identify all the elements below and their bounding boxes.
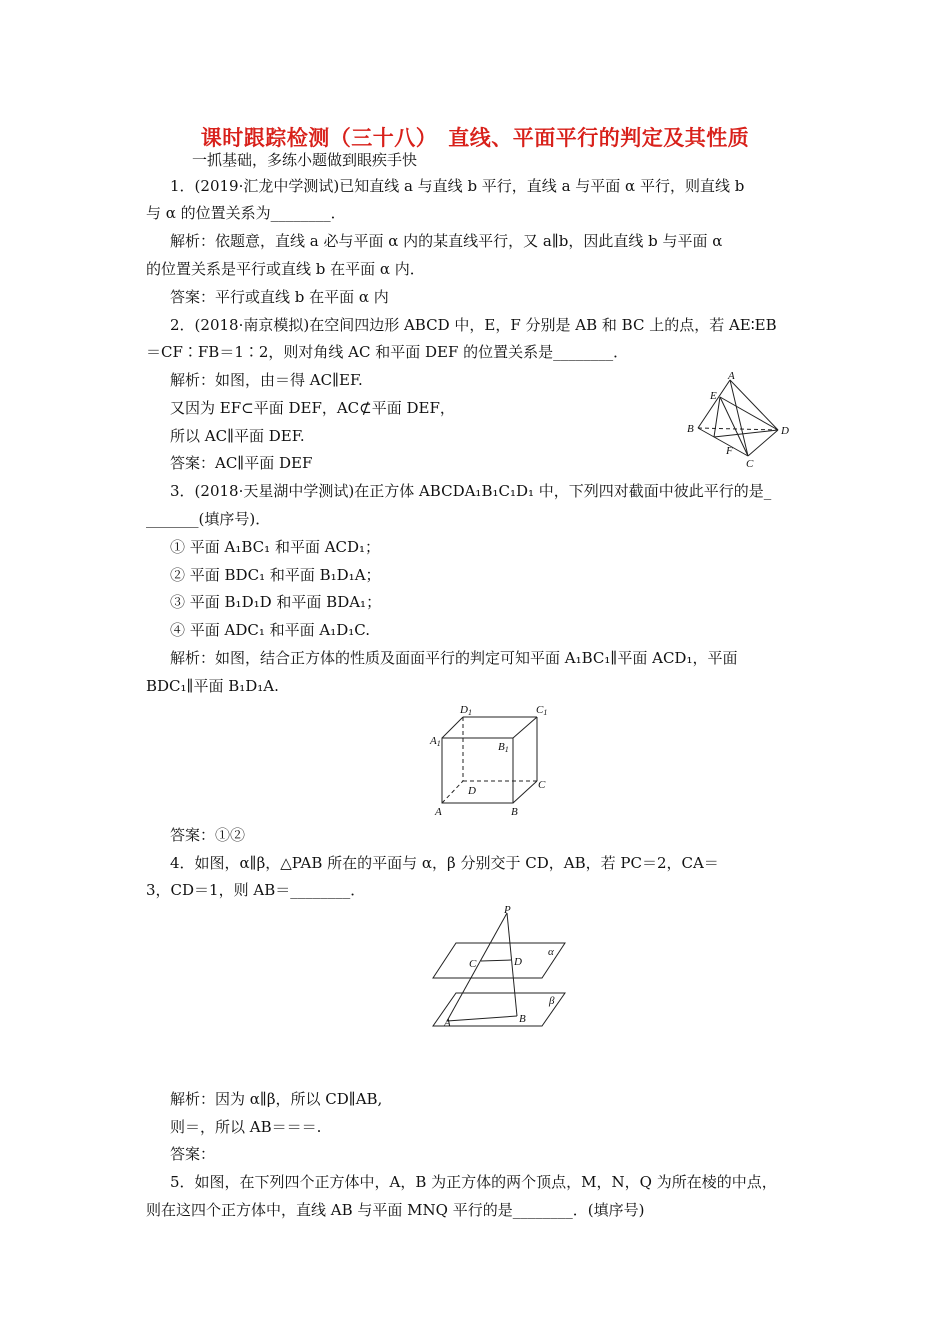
label-A: A [728,370,735,382]
text-line: 1．(2019·汇龙中学测试)已知直线 a 与直线 b 平行，直线 a 与平面 α 平行，则直线 b [170,177,745,195]
label-A: A [435,806,442,818]
text-line: 3．(2018·天星湖中学测试)在正方体 ABCDA₁B₁C₁D₁ 中，下列四对截面中彼此平行的是_ [170,482,772,500]
label-D1: D1 [460,704,472,717]
label-C: C [469,958,477,970]
label-B: B [687,423,694,435]
label-alpha: α [548,946,554,958]
text-line: 答案：平行或直线 b 在平面 α 内 [170,288,389,306]
text-line: 则在这四个正方体中，直线 AB 与平面 MNQ 平行的是________．(填序号) [146,1201,645,1219]
text-line: 又因为 EF⊂平面 DEF，AC⊄平面 DEF， [170,399,455,417]
text-line: 的位置关系是平行或直线 b 在平面 α 内． [146,260,425,278]
label-E: E [710,390,717,402]
text-line: _______(填序号)． [146,510,271,528]
text-line: ② 平面 BDC₁ 和平面 B₁D₁A； [170,566,381,584]
text-line: 答案：①② [170,826,246,844]
cube-figure [422,700,562,820]
text-line: 所以 AC∥平面 DEF. [170,427,305,445]
text-line: 解析：因为 α∥β，所以 CD∥AB, [170,1090,383,1108]
label-B1: B1 [498,741,509,754]
text-line: ④ 平面 ADC₁ 和平面 A₁D₁C. [170,621,371,639]
label-D: D [514,956,522,968]
text-line: 答案：AC∥平面 DEF [170,454,313,472]
text-line: 3，CD＝1，则 AB＝________． [146,881,366,899]
text-line: ① 平面 A₁BC₁ 和平面 ACD₁； [170,538,381,556]
page-title: 课时跟踪检测（三十八） 直线、平面平行的判定及其性质 [200,126,750,150]
label-C1: C1 [536,704,548,717]
label-F: F [726,445,733,457]
text-line: 解析：依题意，直线 a 必与平面 α 内的某直线平行，又 a∥b，因此直线 b 与平面 α [170,232,723,250]
text-line: ③ 平面 B₁D₁D 和平面 BDA₁； [170,593,382,611]
label-A1: A1 [430,735,441,748]
parallel-planes-figure [428,905,568,1030]
text-line: 解析：如图，由＝得 AC∥EF. [170,371,363,389]
label-B: B [511,806,518,818]
text-line: 答案： [170,1145,216,1163]
label-beta: β [549,995,555,1007]
label-B: B [519,1013,526,1025]
text-line: 解析：如图，结合正方体的性质及面面平行的判定可知平面 A₁BC₁∥平面 ACD₁，平面 [170,649,738,667]
text-line: 则＝，所以 AB＝＝＝. [170,1118,322,1136]
label-D: D [468,785,476,797]
label-C: C [746,458,754,470]
label-P: P [504,905,511,916]
section-subtitle: 一抓基础，多练小题做到眼疾手快 [192,151,418,169]
label-D: D [781,425,789,437]
text-line: 与 α 的位置关系为________． [146,204,346,222]
tetrahedron-figure [682,370,802,470]
text-line: BDC₁∥平面 B₁D₁A. [146,677,279,695]
text-line: 2．(2018·南京模拟)在空间四边形 ABCD 中，E，F 分别是 AB 和 BC 上的点，若 AE∶EB [170,316,777,334]
label-A: A [444,1017,451,1029]
text-line: 5．如图，在下列四个正方体中，A，B 为正方体的两个顶点，M，N，Q 为所在棱的中点， [170,1173,777,1191]
label-C: C [538,779,546,791]
text-line: ＝CF∶FB＝1∶2，则对角线 AC 和平面 DEF 的位置关系是________． [146,343,629,361]
text-line: 4．如图，α∥β，△PAB 所在的平面与 α，β 分别交于 CD，AB，若 PC＝2，CA＝ [170,854,719,872]
